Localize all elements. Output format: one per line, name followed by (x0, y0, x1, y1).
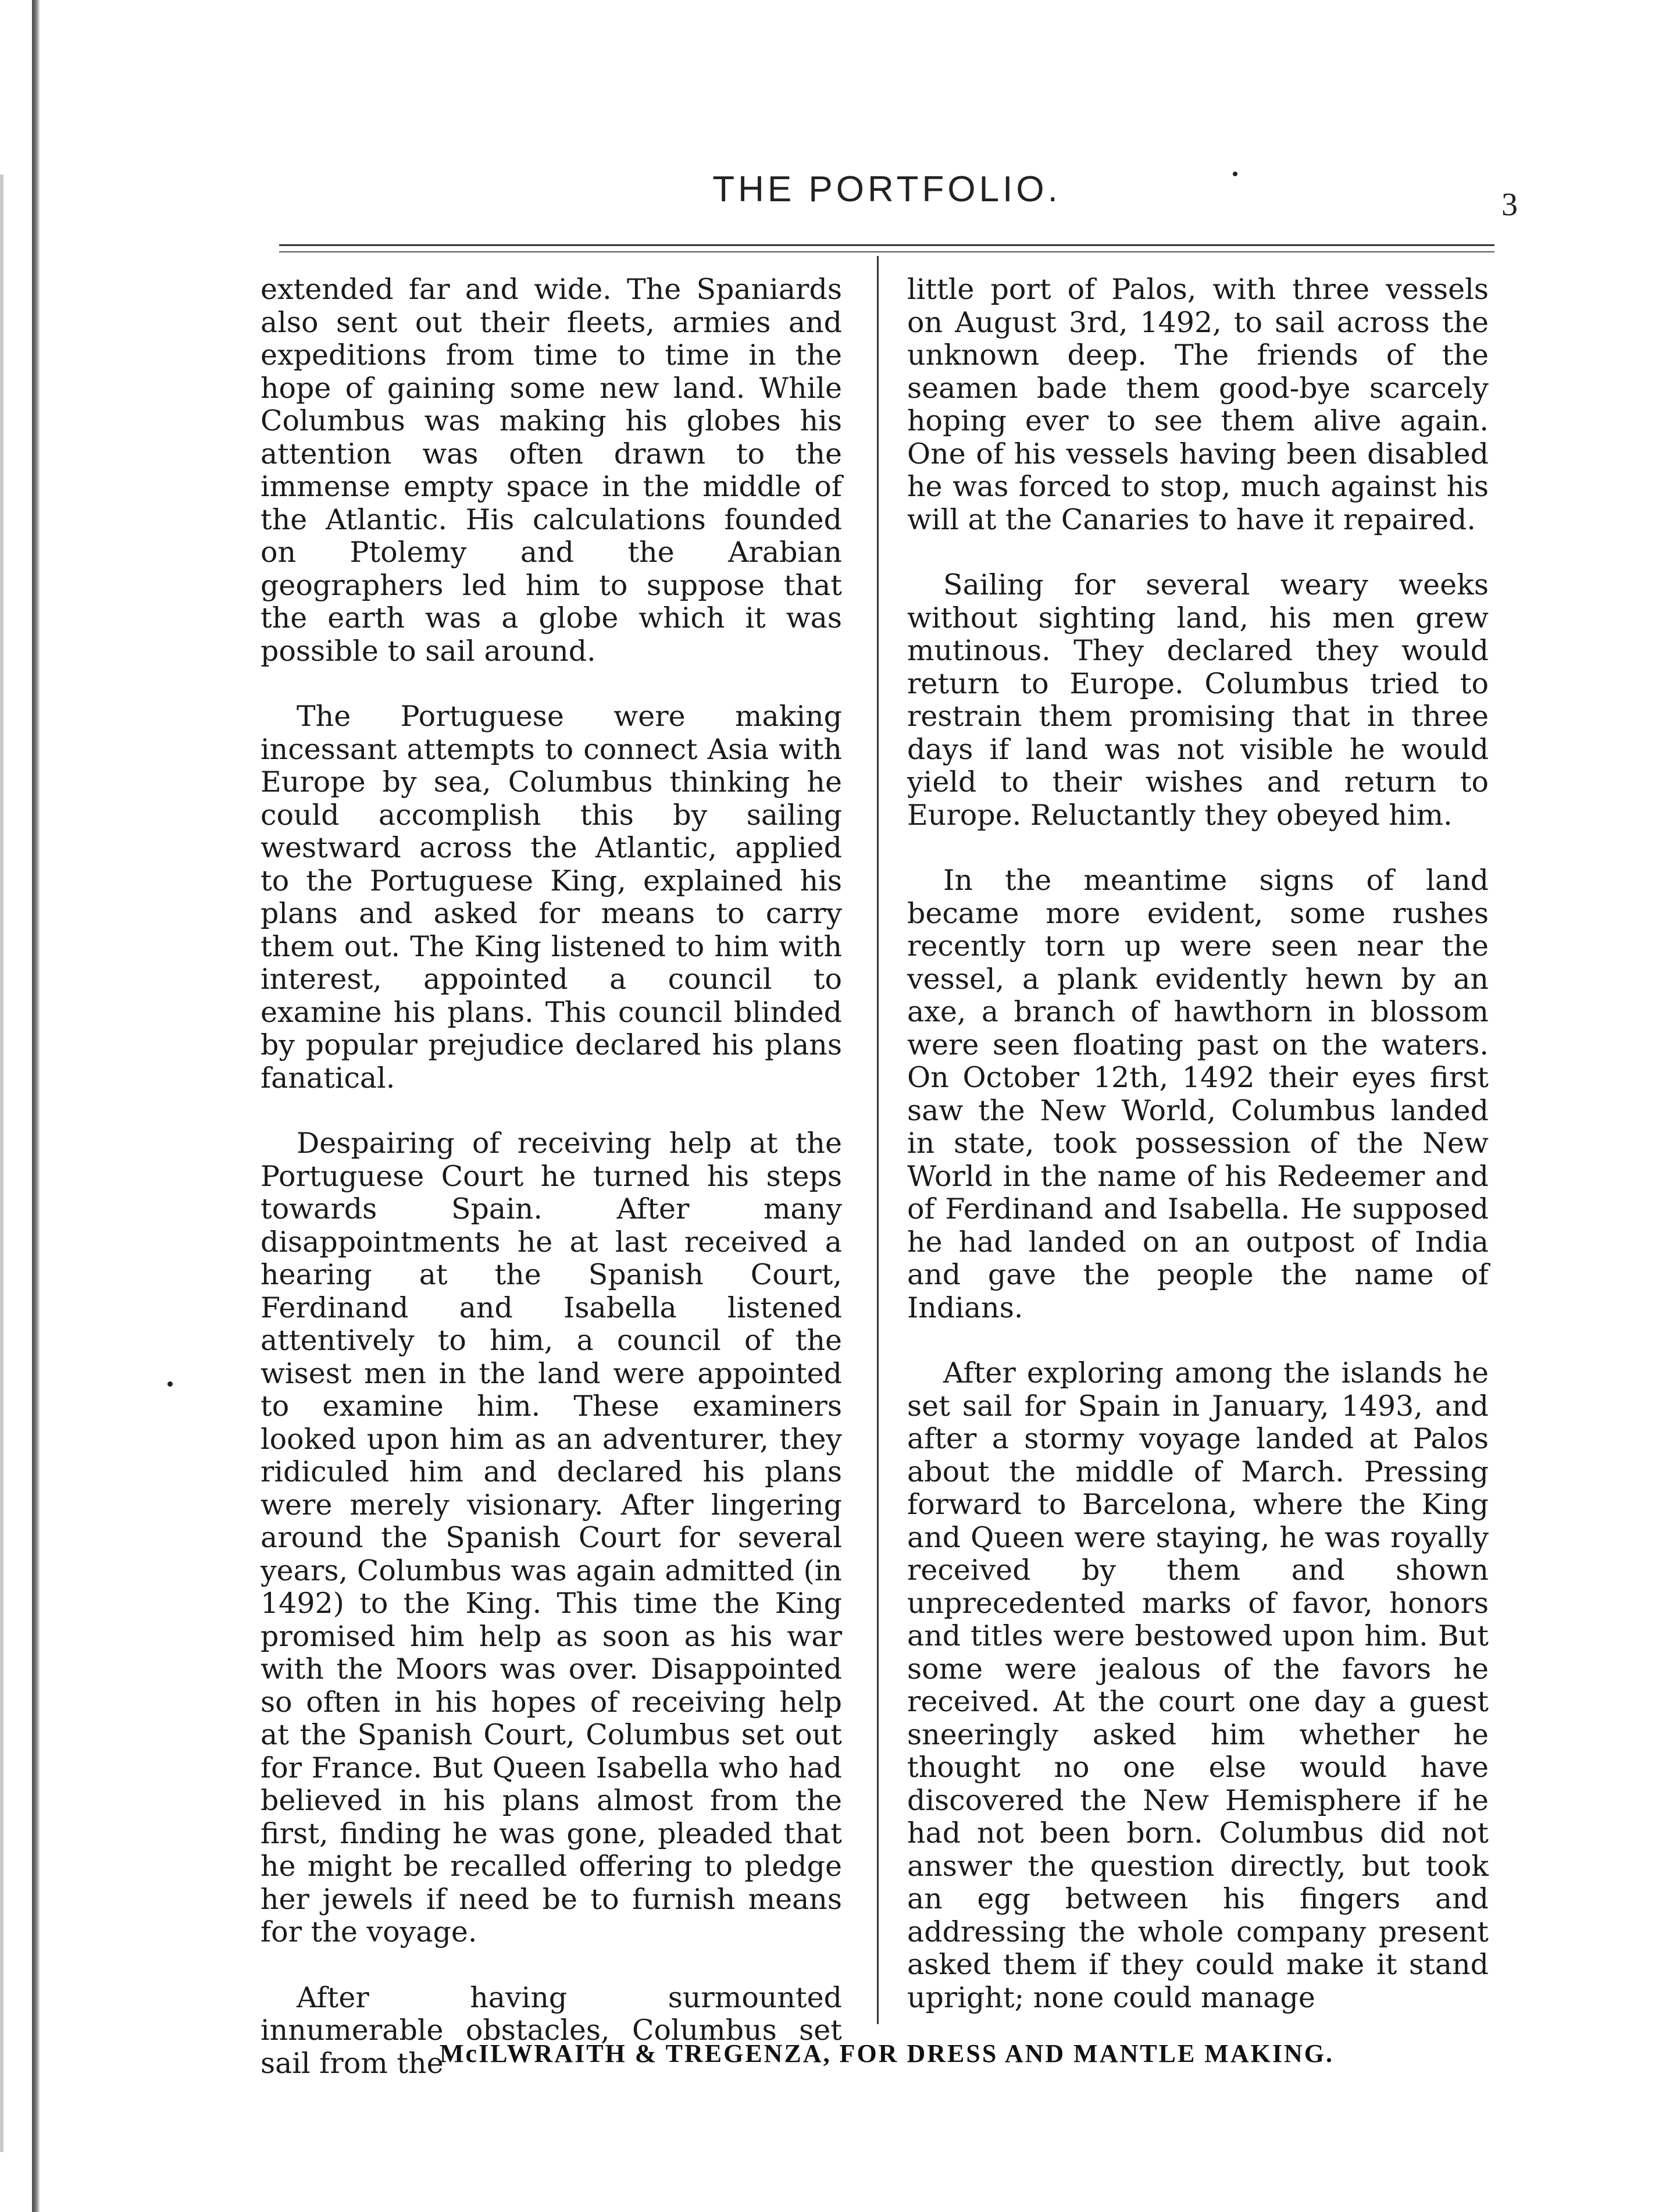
scan-edge-shadow (32, 0, 40, 2212)
column-divider (877, 256, 879, 2024)
scan-speck (167, 1381, 173, 1387)
footer-advertisement: McILWRAITH & TREGENZA, FOR DRESS AND MANTLE MAKING. (440, 2039, 1334, 2068)
page-header (279, 169, 1518, 223)
header-rule-secondary (279, 251, 1494, 252)
left-column (261, 273, 842, 2080)
paragraph: Sailing for several weary weeks without sighting land, his men grew mutinous. They declared they would return to Europe. Columbus tried to restrain them promising that in three days if land was not visible he would yield to their wishes and return to Europe. Reluctantly they obeyed him. (907, 568, 1489, 832)
right-column (907, 273, 1489, 2014)
paragraph: The Portuguese were making incessant attempts to connect Asia with Europe by sea, Columbus thinking he could accomplish this by sailing westward across the Atlantic, applied to the Portuguese King, explained his plans and asked for means to carry them out. The King listened to him with interest, appointed a council to examine his plans. This council blinded by popular prejudice declared his plans fanatical. (261, 700, 842, 1095)
paragraph: extended far and wide. The Spaniards also sent out their fleets, armies and expeditions from time to time in the hope of gaining some new land. While Columbus was making his globes his attention was often drawn to the immense empty space in the middle of the Atlantic. His calculations founded on Ptolemy and the Arabian geographers led him to suppose that the earth was a globe which it was possible to sail around. (261, 273, 842, 668)
page-title: THE PORTFOLIO. (712, 169, 1061, 209)
paragraph: Despairing of receiving help at the Portuguese Court he turned his steps towards Spain. After many disappointments he at last received a hearing at the Spanish Court, Ferdinand and Isabella listened attentively to him, a council of the wisest men in the land were appointed to examine him. These examiners looked upon him as an adventurer, they ridiculed him and declared his plans were merely visionary. After lingering around the Spanish Court for several years, Columbus was again admitted (in 1492) to the King. This time the King promised him help as soon as his war with the Moors was over. Disappointed so often in his hopes of receiving help at the Spanish Court, Columbus set out for France. But Queen Isabella who had believed in his plans almost from the first, finding he was gone, pleaded that he might be recalled offering to pledge her jewels if need be to furnish means for the voyage. (261, 1127, 842, 1949)
paragraph: After exploring among the islands he set sail for Spain in January, 1493, and after a stormy voyage landed at Palos about the middle of March. Pressing forward to Barcelona, where the King and Queen were staying, he was royally received by them and shown unprecedented marks of favor, honors and titles were bestowed upon him. But some were jealous of the favors he received. At the court one day a guest sneeringly asked him whether he thought no one else would have discovered the New Hemisphere if he had not been born. Columbus did not answer the question directly, but took an egg between his fingers and addressing the whole company present asked them if they could make it stand upright; none could manage (907, 1356, 1489, 2014)
header-rule (279, 244, 1494, 246)
paragraph: After having surmounted innumerable obstacles, Columbus set sail from the (261, 1981, 842, 2080)
paragraph: little port of Palos, with three vessels on August 3rd, 1492, to sail across the unknown deep. The friends of the seamen bade them good-bye scarcely hoping ever to see them alive again. One of his vessels having been disabled he was forced to stop, much against his will at the Canaries to have it repaired. (907, 273, 1489, 536)
page-number: 3 (1501, 187, 1518, 223)
scan-edge-faint (0, 174, 3, 2152)
paragraph: In the meantime signs of land became more evident, some rushes recently torn up were seen near the vessel, a plank evidently hewn by an axe, a branch of hawthorn in blossom were seen floating past on the waters. On October 12th, 1492 their eyes first saw the New World, Columbus landed in state, took possession of the New World in the name of his Redeemer and of Ferdinand and Isabella. He supposed he had landed on an outpost of India and gave the people the name of Indians. (907, 864, 1489, 1324)
